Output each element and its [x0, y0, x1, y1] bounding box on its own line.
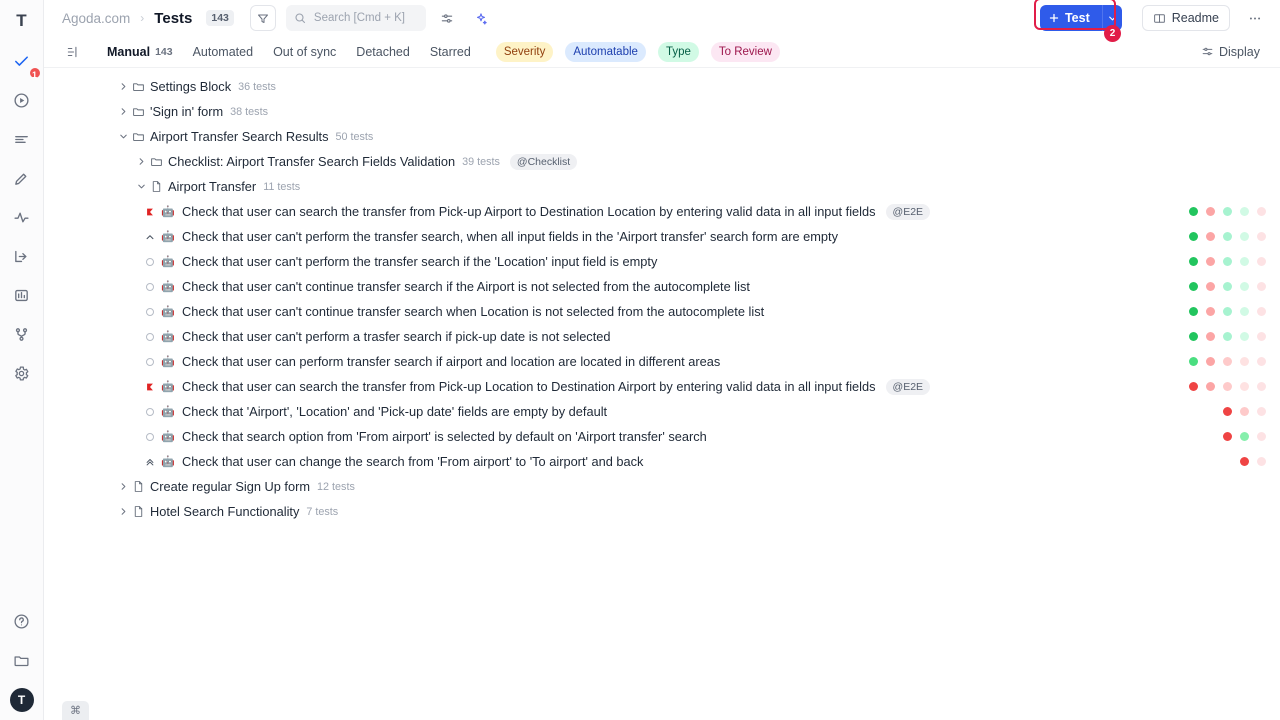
- priority-icon: [143, 358, 157, 366]
- test-case-row[interactable]: [44, 274, 1280, 299]
- run-status-dots: [1189, 224, 1266, 249]
- tests-badge: 1: [28, 66, 42, 80]
- test-case-title: Check that user can search the transfer from Pick-up Location to Destination Airport by entering valid data in all input fields: [182, 379, 876, 394]
- test-case-title: Check that 'Airport', 'Location' and 'Pick-up date' fields are empty by default: [182, 404, 608, 419]
- run-status-dot[interactable]: [1206, 407, 1215, 416]
- run-status-dot[interactable]: [1206, 432, 1215, 441]
- filter-chip-severity-label: Severity: [503, 45, 546, 58]
- automation-icon: 🤖: [161, 381, 175, 393]
- display-sliders-icon: [1201, 45, 1214, 58]
- priority-icon: [143, 207, 157, 217]
- search-box[interactable]: [286, 5, 426, 31]
- filter-chip-type[interactable]: [658, 42, 699, 62]
- node-title: Airport Transfer Search Results: [150, 129, 329, 144]
- run-status-dot[interactable]: [1240, 282, 1249, 291]
- test-case-row[interactable]: [44, 249, 1280, 274]
- sidebar-item-settings[interactable]: [7, 358, 37, 388]
- sidebar-item-projects[interactable]: [7, 645, 37, 675]
- run-status-dot[interactable]: [1206, 332, 1215, 341]
- filter-chip-to-review[interactable]: [711, 42, 780, 62]
- page-title: Tests: [154, 9, 193, 27]
- run-status-dot[interactable]: [1257, 207, 1266, 216]
- test-case-row[interactable]: [44, 449, 1280, 474]
- run-status-dots: [1189, 424, 1266, 449]
- rail-bottom: [7, 606, 37, 720]
- tab-out-of-sync-label: Out of sync: [273, 44, 337, 59]
- run-status-dots: [1189, 374, 1266, 399]
- chevron-right-icon[interactable]: [134, 155, 148, 169]
- run-status-dot[interactable]: [1206, 382, 1215, 391]
- run-status-dot[interactable]: [1257, 232, 1266, 241]
- filter-chip-to-review-label: To Review: [718, 45, 772, 58]
- run-status-dot[interactable]: [1240, 207, 1249, 216]
- chevron-right-icon[interactable]: [116, 480, 130, 494]
- node-test-count: 11 tests: [263, 180, 301, 193]
- run-status-dots: [1189, 449, 1266, 474]
- run-status-dot[interactable]: [1240, 232, 1249, 241]
- priority-icon: [143, 232, 157, 242]
- priority-icon: [143, 333, 157, 341]
- automation-icon: 🤖: [161, 406, 175, 418]
- test-case-row[interactable]: [44, 199, 1280, 224]
- test-case-title: Check that user can't continue transfer search if the Airport is not selected from the autocomplete list: [182, 279, 750, 294]
- test-case-row[interactable]: [44, 374, 1280, 399]
- filter-toolbar: [44, 36, 1280, 68]
- run-status-dot[interactable]: [1189, 232, 1198, 241]
- display-label: Display: [1219, 44, 1260, 59]
- run-status-dots: [1189, 249, 1266, 274]
- automation-icon: 🤖: [161, 306, 175, 318]
- add-test-label: Test: [1064, 11, 1090, 25]
- filter-chip-automatable-label: Automatable: [573, 45, 638, 58]
- priority-icon: [143, 433, 157, 441]
- automation-icon: 🤖: [161, 206, 175, 218]
- folder-row[interactable]: [44, 74, 1280, 99]
- priority-icon: [143, 408, 157, 416]
- tab-automated-label: Automated: [192, 44, 254, 59]
- test-case-row[interactable]: [44, 324, 1280, 349]
- tests-total-count: 143: [206, 10, 234, 26]
- test-case-title: Check that user can't perform a trasfer search if pick-up date is not selected: [182, 329, 611, 344]
- main-area: [44, 0, 1280, 720]
- filter-chip-severity[interactable]: [496, 42, 554, 62]
- avatar[interactable]: T: [10, 688, 34, 712]
- sidebar-item-insights[interactable]: [7, 202, 37, 232]
- book-icon: [1153, 12, 1166, 25]
- folder-row[interactable]: [44, 149, 1280, 174]
- run-status-dots: [1189, 399, 1266, 424]
- ellipsis-icon[interactable]: [1242, 5, 1268, 31]
- breadcrumb-workspace[interactable]: Agoda.com: [62, 10, 131, 26]
- node-title: Settings Block: [150, 79, 232, 94]
- annotation-step-badge: 2: [1104, 25, 1121, 42]
- file-icon: [148, 180, 164, 193]
- run-status-dot[interactable]: [1223, 257, 1232, 266]
- run-status-dot[interactable]: [1189, 257, 1198, 266]
- automation-icon: 🤖: [161, 256, 175, 268]
- priority-icon: [143, 283, 157, 291]
- run-status-dot[interactable]: [1223, 207, 1232, 216]
- run-status-dot[interactable]: [1206, 357, 1215, 366]
- run-status-dot[interactable]: [1189, 207, 1198, 216]
- run-status-dot[interactable]: [1257, 282, 1266, 291]
- run-status-dot[interactable]: [1223, 307, 1232, 316]
- sidebar-item-plans[interactable]: [7, 124, 37, 154]
- run-status-dots: [1189, 299, 1266, 324]
- folder-icon: [148, 155, 164, 168]
- chevron-down-icon[interactable]: [116, 130, 130, 144]
- sidebar-item-defects[interactable]: [7, 163, 37, 193]
- automation-icon: 🤖: [161, 281, 175, 293]
- run-status-dot[interactable]: [1223, 407, 1232, 416]
- run-status-dot[interactable]: [1206, 257, 1215, 266]
- plus-icon: [1048, 12, 1060, 24]
- run-status-dot[interactable]: [1257, 407, 1266, 416]
- test-case-row[interactable]: [44, 349, 1280, 374]
- test-case-title: Check that user can't perform the transfer search, when all input fields in the 'Airport transfer' search form are empty: [182, 229, 838, 244]
- node-test-count: 7 tests: [306, 505, 339, 518]
- test-case-title: Check that user can search the transfer from Pick-up Airport to Destination Location by entering valid data in all input fields: [182, 204, 876, 219]
- run-status-dot[interactable]: [1223, 232, 1232, 241]
- chevron-right-icon[interactable]: [116, 505, 130, 519]
- run-status-dot[interactable]: [1206, 307, 1215, 316]
- tab-starred[interactable]: [421, 41, 480, 63]
- run-status-dot[interactable]: [1240, 332, 1249, 341]
- tab-manual[interactable]: [98, 41, 182, 63]
- tab-detached-label: Detached: [356, 44, 410, 59]
- run-status-dots: [1189, 349, 1266, 374]
- run-status-dot[interactable]: [1223, 282, 1232, 291]
- tab-detached[interactable]: [347, 41, 419, 63]
- readme-label: Readme: [1171, 11, 1219, 25]
- run-status-dot[interactable]: [1189, 382, 1198, 391]
- run-status-dot[interactable]: [1240, 407, 1249, 416]
- run-status-dot[interactable]: [1240, 432, 1249, 441]
- run-status-dot[interactable]: [1240, 357, 1249, 366]
- sliders-icon[interactable]: [434, 5, 460, 31]
- sidebar-item-reports[interactable]: [7, 280, 37, 310]
- folder-icon: [130, 80, 146, 93]
- run-status-dots: [1189, 274, 1266, 299]
- test-case-title: Check that user can perform transfer search if airport and location are located in different areas: [182, 354, 721, 369]
- run-status-dot[interactable]: [1189, 432, 1198, 441]
- automation-icon: 🤖: [161, 356, 175, 368]
- node-test-count: 39 tests: [462, 155, 500, 168]
- test-tree[interactable]: [44, 68, 1280, 720]
- readme-button[interactable]: [1142, 5, 1230, 31]
- test-case-title: Check that user can't perform the transfer search if the 'Location' input field is empty: [182, 254, 658, 269]
- node-title: Hotel Search Functionality: [150, 504, 300, 519]
- filter-chip-automatable[interactable]: [565, 42, 646, 62]
- test-tag[interactable]: @E2E: [886, 379, 931, 395]
- add-test-button[interactable]: [1040, 5, 1102, 31]
- node-title: Create regular Sign Up form: [150, 479, 311, 494]
- priority-icon: [143, 382, 157, 392]
- run-status-dot[interactable]: [1257, 307, 1266, 316]
- run-status-dot[interactable]: [1223, 432, 1232, 441]
- run-status-dot[interactable]: [1189, 282, 1198, 291]
- sidebar-item-integrations[interactable]: [7, 319, 37, 349]
- tab-automated[interactable]: [184, 41, 262, 63]
- file-icon: [130, 505, 146, 518]
- run-status-dot[interactable]: [1206, 207, 1215, 216]
- test-case-row[interactable]: [44, 424, 1280, 449]
- folder-row[interactable]: [44, 124, 1280, 149]
- chevron-right-icon[interactable]: [116, 80, 130, 94]
- test-case-row[interactable]: [44, 299, 1280, 324]
- suite-row[interactable]: [44, 499, 1280, 524]
- node-test-count: 12 tests: [317, 480, 355, 493]
- sidebar-item-import[interactable]: [7, 241, 37, 271]
- run-status-dot[interactable]: [1257, 432, 1266, 441]
- run-status-dot[interactable]: [1189, 457, 1198, 466]
- run-status-dot[interactable]: [1240, 307, 1249, 316]
- sidebar-item-runs[interactable]: [7, 85, 37, 115]
- create-test-group: [1040, 5, 1122, 39]
- node-title: Checklist: Airport Transfer Search Fields Validation: [168, 154, 456, 169]
- run-status-dot[interactable]: [1223, 457, 1232, 466]
- run-status-dots: [1189, 199, 1266, 224]
- automation-icon: 🤖: [161, 456, 175, 468]
- sidebar-item-tests[interactable]: [7, 46, 37, 80]
- tab-starred-label: Starred: [429, 44, 471, 59]
- tree-toggle-icon[interactable]: [60, 39, 86, 65]
- run-status-dot[interactable]: [1240, 382, 1249, 391]
- priority-icon: [143, 258, 157, 266]
- tab-manual-count: 143: [155, 45, 173, 58]
- run-status-dots: [1189, 324, 1266, 349]
- sidebar-item-help[interactable]: [7, 606, 37, 636]
- node-tag[interactable]: @Checklist: [510, 154, 577, 170]
- top-bar: [44, 0, 1280, 39]
- automation-icon: 🤖: [161, 431, 175, 443]
- run-status-dot[interactable]: [1257, 382, 1266, 391]
- sparkle-icon[interactable]: [468, 5, 494, 31]
- run-status-dot[interactable]: [1189, 407, 1198, 416]
- node-test-count: 50 tests: [335, 130, 374, 143]
- left-rail: [0, 0, 44, 720]
- run-status-dot[interactable]: [1257, 457, 1266, 466]
- run-status-dot[interactable]: [1206, 282, 1215, 291]
- run-status-dot[interactable]: [1223, 357, 1232, 366]
- folder-icon: [130, 105, 146, 118]
- folder-icon: [130, 130, 146, 143]
- node-title: Airport Transfer: [168, 179, 257, 194]
- display-button[interactable]: [1193, 41, 1268, 63]
- breadcrumb-separator: ›: [140, 11, 145, 25]
- run-status-dot[interactable]: [1223, 332, 1232, 341]
- test-tag[interactable]: @E2E: [886, 204, 931, 220]
- run-status-dot[interactable]: [1189, 332, 1198, 341]
- chevron-right-icon[interactable]: [116, 105, 130, 119]
- node-test-count: 36 tests: [238, 80, 276, 93]
- filter-icon[interactable]: [250, 5, 276, 31]
- tab-out-of-sync[interactable]: [264, 41, 345, 63]
- automation-icon: 🤖: [161, 331, 175, 343]
- run-status-dot[interactable]: [1240, 457, 1249, 466]
- run-status-dot[interactable]: [1206, 457, 1215, 466]
- automation-icon: 🤖: [161, 231, 175, 243]
- run-status-dot[interactable]: [1257, 257, 1266, 266]
- search-input[interactable]: [312, 11, 418, 25]
- folder-row[interactable]: [44, 99, 1280, 124]
- test-case-row[interactable]: [44, 224, 1280, 249]
- test-case-title: Check that user can change the search from 'From airport' to 'To airport' and back: [182, 454, 644, 469]
- node-test-count: 38 tests: [230, 105, 268, 118]
- suite-row[interactable]: [44, 174, 1280, 199]
- search-icon: [294, 12, 306, 24]
- run-status-dot[interactable]: [1257, 357, 1266, 366]
- test-case-title: Check that user can't continue transfer search when Location is not selected from the autocomplete list: [182, 304, 765, 319]
- file-icon: [130, 480, 146, 493]
- run-status-dot[interactable]: [1206, 232, 1215, 241]
- tab-manual-label: Manual: [107, 44, 151, 59]
- run-status-dot[interactable]: [1257, 332, 1266, 341]
- suite-row[interactable]: [44, 474, 1280, 499]
- chevron-down-icon[interactable]: [134, 180, 148, 194]
- node-title: 'Sign in' form: [150, 104, 224, 119]
- test-case-row[interactable]: [44, 399, 1280, 424]
- run-status-dot[interactable]: [1223, 382, 1232, 391]
- run-status-dot[interactable]: [1240, 257, 1249, 266]
- test-case-title: Check that search option from 'From airport' is selected by default on 'Airport transfer' search: [182, 429, 707, 444]
- command-palette-chip[interactable]: ⌘: [62, 701, 89, 720]
- app-logo: T: [16, 11, 27, 30]
- priority-icon: [143, 308, 157, 316]
- run-status-dot[interactable]: [1189, 307, 1198, 316]
- run-status-dot[interactable]: [1189, 357, 1198, 366]
- priority-icon: [143, 457, 157, 467]
- filter-chip-type-label: Type: [665, 45, 691, 58]
